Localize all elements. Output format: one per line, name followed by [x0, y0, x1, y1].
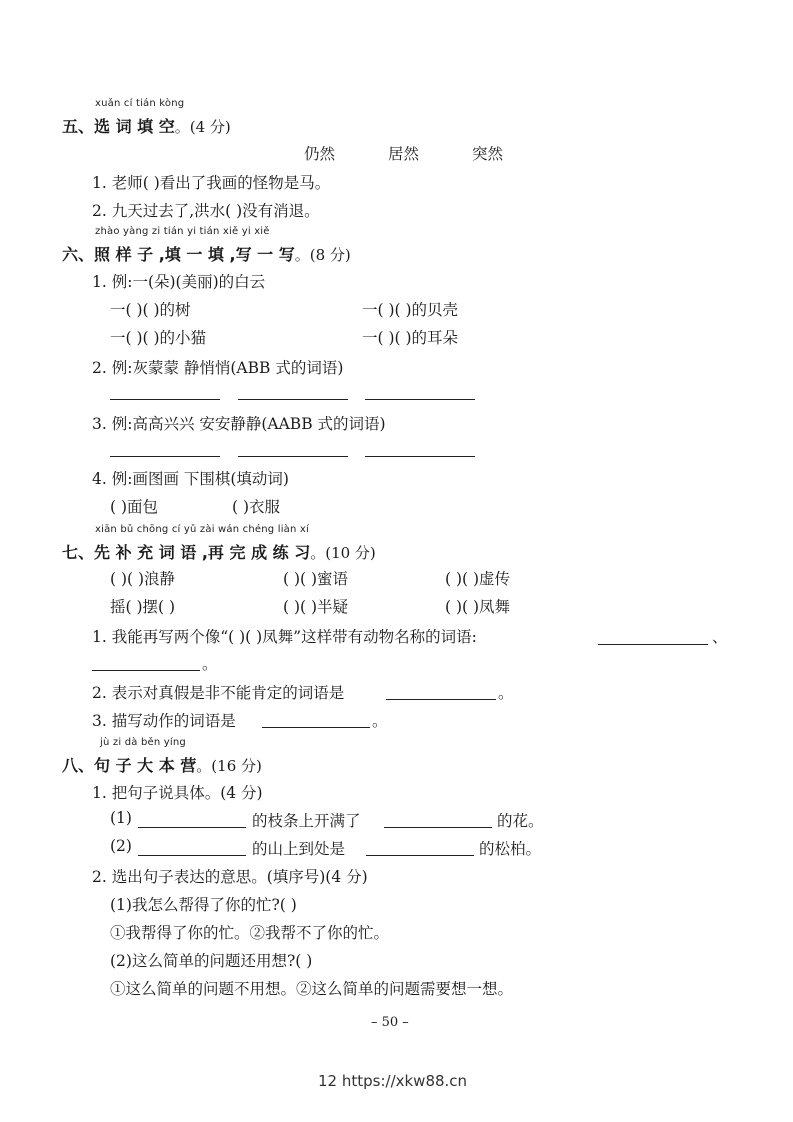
s6-q4-example: 4. 例:画图画 下围棋(填动词) [92, 470, 289, 488]
s7-q2-answer-line[interactable] [386, 699, 496, 700]
s6-pinyin: zhào yàng zi tián yi tián xiě yi xiě [95, 226, 270, 237]
s8-q1: 1. 把句子说具体。(4 分) [92, 784, 263, 802]
s7-idiom-2: ( )( )蜜语 [283, 570, 349, 588]
s5-score: 。(4 分) [174, 118, 231, 136]
watermark-url: 12 https://xkw88.cn [318, 1072, 468, 1090]
s8-q2-item-2-options: ①这么简单的问题不用想。②这么简单的问题需要想一想。 [110, 980, 514, 998]
s8-q1-a-answer-line-1[interactable] [138, 827, 246, 828]
s8-q1-b-middle: 的山上到处是 [252, 840, 346, 858]
s7-q1-answer-line-2[interactable] [92, 670, 200, 671]
s8-q1-b-prefix: (2) [110, 837, 132, 855]
s6-q3-example: 3. 例:高高兴兴 安安静静(AABB 式的词语) [92, 415, 386, 433]
s8-q1-b-end: 的松柏。 [479, 840, 542, 858]
s6-q2-answer-line-3[interactable] [365, 399, 475, 400]
s6-q2-answer-line-1[interactable] [110, 399, 220, 400]
s7-idiom-6: ( )( )凤舞 [445, 598, 511, 616]
s8-q1-a-answer-line-2[interactable] [384, 827, 492, 828]
s6-q3-answer-line-1[interactable] [110, 456, 220, 457]
section-8-heading [62, 753, 262, 776]
section-7-heading [62, 540, 376, 563]
s8-q2-item-1: (1)我怎么帮得了你的忙?( ) [110, 896, 297, 914]
s7-q1-end: 。 [202, 655, 218, 673]
s7-q3: 3. 描写动作的词语是 [92, 712, 236, 730]
s5-option-3: 突然 [472, 145, 504, 163]
s7-pinyin: xiān bǔ chōng cí yǔ zài wán chéng liàn xí [95, 524, 310, 535]
s6-score: 。(8 分) [294, 246, 351, 264]
s6-q4-blank-clothes: ( )衣服 [232, 498, 281, 516]
s8-q1-a-end: 的花。 [497, 812, 544, 830]
s7-q3-answer-line[interactable] [262, 727, 370, 728]
s6-q3-answer-line-2[interactable] [238, 456, 348, 457]
section-5-heading [62, 114, 231, 137]
s8-q2: 2. 选出句子表达的意思。(填序号)(4 分) [92, 868, 368, 886]
s7-idiom-5: ( )( )半疑 [283, 598, 349, 616]
s7-q1-separator: 、 [712, 628, 728, 646]
s6-q1-blank-tree: 一( )( )的树 [110, 301, 191, 319]
s7-idiom-4: 摇( )摆( ) [110, 598, 176, 616]
s6-q1-example: 1. 例:一(朵)(美丽)的白云 [92, 273, 266, 291]
s8-pinyin: jù zi dà běn yíng [100, 737, 186, 748]
s5-question-1: 1. 老师( )看出了我画的怪物是马。 [92, 174, 331, 192]
s6-q2-example: 2. 例:灰蒙蒙 静悄悄(ABB 式的词语) [92, 359, 344, 377]
s8-q1-a-middle: 的枝条上开满了 [252, 812, 361, 830]
page-number: – 50 – [371, 1015, 409, 1030]
s6-q3-answer-line-3[interactable] [365, 456, 475, 457]
s5-option-2: 居然 [388, 145, 420, 163]
s7-q3-end: 。 [372, 712, 388, 730]
s6-q4-blank-bread: ( )面包 [110, 498, 159, 516]
s7-heading-text: 七、先 补 充 词 语 ,再 完 成 练 习 [62, 543, 311, 562]
s5-pinyin: xuǎn cí tián kòng [95, 98, 185, 109]
s6-q1-blank-shell: 一( )( )的贝壳 [362, 301, 459, 319]
s7-idiom-3: ( )( )虚传 [445, 570, 511, 588]
s7-score: 。(10 分) [310, 544, 376, 562]
s6-q2-answer-line-2[interactable] [238, 399, 348, 400]
s7-q1: 1. 我能再写两个像“( )( )凤舞”这样带有动物名称的词语: [92, 628, 477, 646]
s6-q1-blank-ear: 一( )( )的耳朵 [362, 329, 459, 347]
s5-question-2: 2. 九天过去了,洪水( )没有消退。 [92, 202, 320, 220]
s8-q2-item-2: (2)这么简单的问题还用想?( ) [110, 952, 313, 970]
s8-q1-b-answer-line-1[interactable] [138, 855, 246, 856]
s8-q2-item-1-options: ①我帮得了你的忙。②我帮不了你的忙。 [110, 924, 390, 942]
s7-q2: 2. 表示对真假是非不能肯定的词语是 [92, 684, 345, 702]
s7-q1-answer-line-1[interactable] [598, 644, 708, 645]
s6-heading-text: 六、照 样 子 ,填 一 填 ,写 一 写 [62, 245, 295, 264]
s8-heading-text: 八、句 子 大 本 营 [62, 756, 197, 775]
s5-option-1: 仍然 [304, 145, 336, 163]
s7-idiom-1: ( )( )浪静 [110, 570, 176, 588]
s6-q1-blank-cat: 一( )( )的小猫 [110, 329, 207, 347]
s7-q2-end: 。 [498, 684, 514, 702]
s8-q1-a-prefix: (1) [110, 809, 132, 827]
s8-score: 。(16 分) [196, 757, 262, 775]
s8-q1-b-answer-line-2[interactable] [366, 855, 474, 856]
s5-heading-text: 五、选 词 填 空 [62, 117, 175, 136]
section-6-heading [62, 242, 351, 265]
